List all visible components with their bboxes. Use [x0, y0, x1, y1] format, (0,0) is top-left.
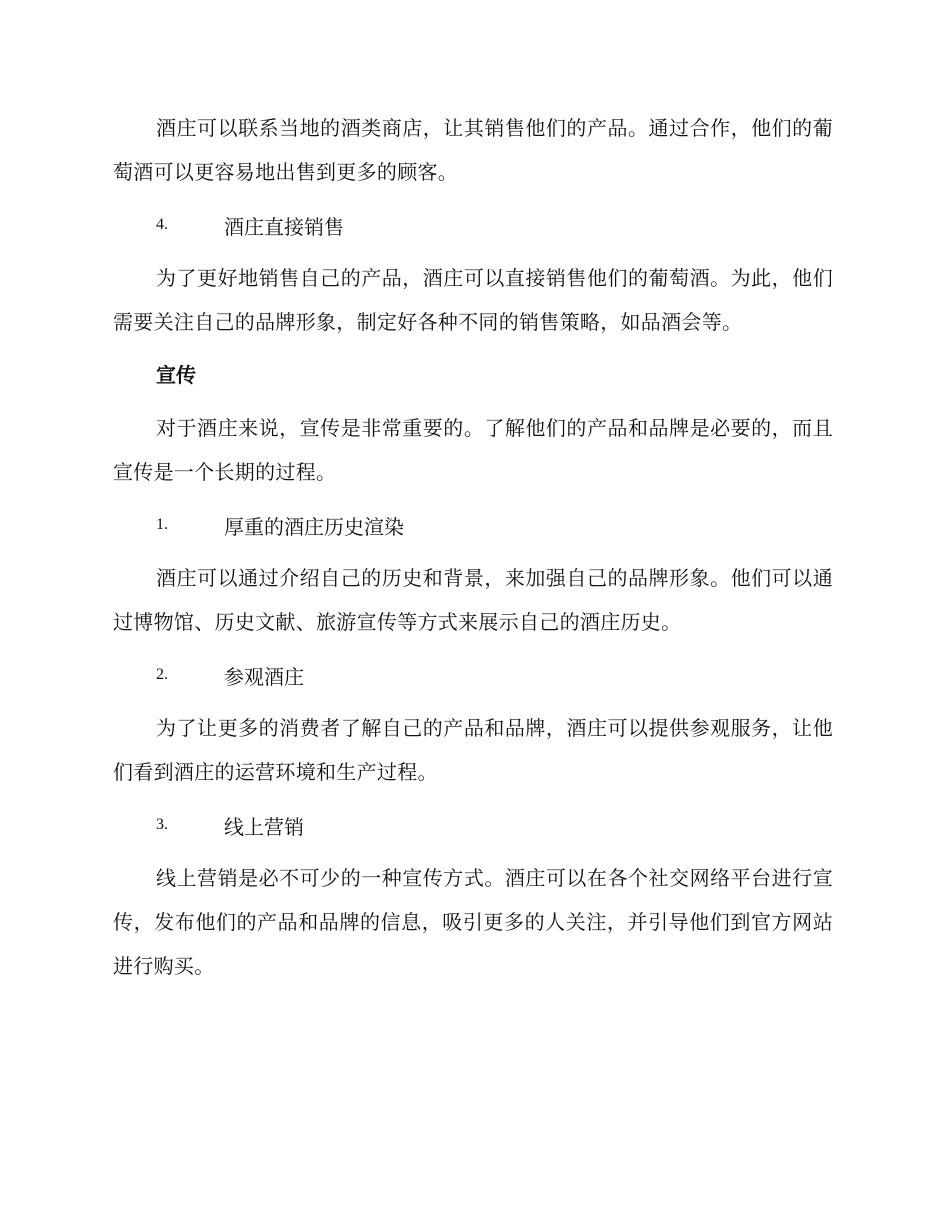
list-item-label: 酒庄直接销售 — [224, 214, 344, 239]
section-heading: 宣传 — [156, 363, 196, 387]
list-item-direct-sales — [113, 203, 833, 247]
paragraph-retail-partnership: 酒庄可以联系当地的酒类商店，让其销售他们的产品。通过合作，他们的葡萄酒可以更容易地出售到更多的顾客。 — [113, 116, 833, 184]
list-item-label: 参观酒庄 — [224, 664, 304, 689]
list-number: 1. — [156, 516, 168, 533]
list-item-online-marketing — [113, 803, 833, 847]
list-number: 4. — [156, 216, 168, 233]
list-item-label: 厚重的酒庄历史渲染 — [224, 514, 404, 539]
paragraph-history: 酒庄可以通过介绍自己的历史和背景，来加强自己的品牌形象。他们可以通过博物馆、历史文献、旅游宣传等方式来展示自己的酒庄历史。 — [113, 566, 833, 634]
list-item-history — [113, 503, 833, 547]
document-page — [113, 106, 833, 988]
paragraph-direct-sales: 为了更好地销售自己的产品，酒庄可以直接销售他们的葡萄酒。为此，他们需要关注自己的品牌形象，制定好各种不同的销售策略，如品酒会等。 — [113, 266, 833, 334]
list-item-label: 线上营销 — [224, 814, 304, 839]
paragraph-tours: 为了让更多的消费者了解自己的产品和品牌，酒庄可以提供参观服务，让他们看到酒庄的运营环境和生产过程。 — [113, 716, 833, 784]
paragraph-online-marketing: 线上营销是必不可少的一种宣传方式。酒庄可以在各个社交网络平台进行宣传，发布他们的产品和品牌的信息，吸引更多的人关注，并引导他们到官方网站进行购买。 — [113, 866, 833, 978]
list-number: 3. — [156, 816, 168, 833]
paragraph-promotion-intro: 对于酒庄来说，宣传是非常重要的。了解他们的产品和品牌是必要的，而且宣传是一个长期的过程。 — [113, 416, 833, 484]
list-number: 2. — [156, 666, 168, 683]
list-item-tours — [113, 653, 833, 697]
